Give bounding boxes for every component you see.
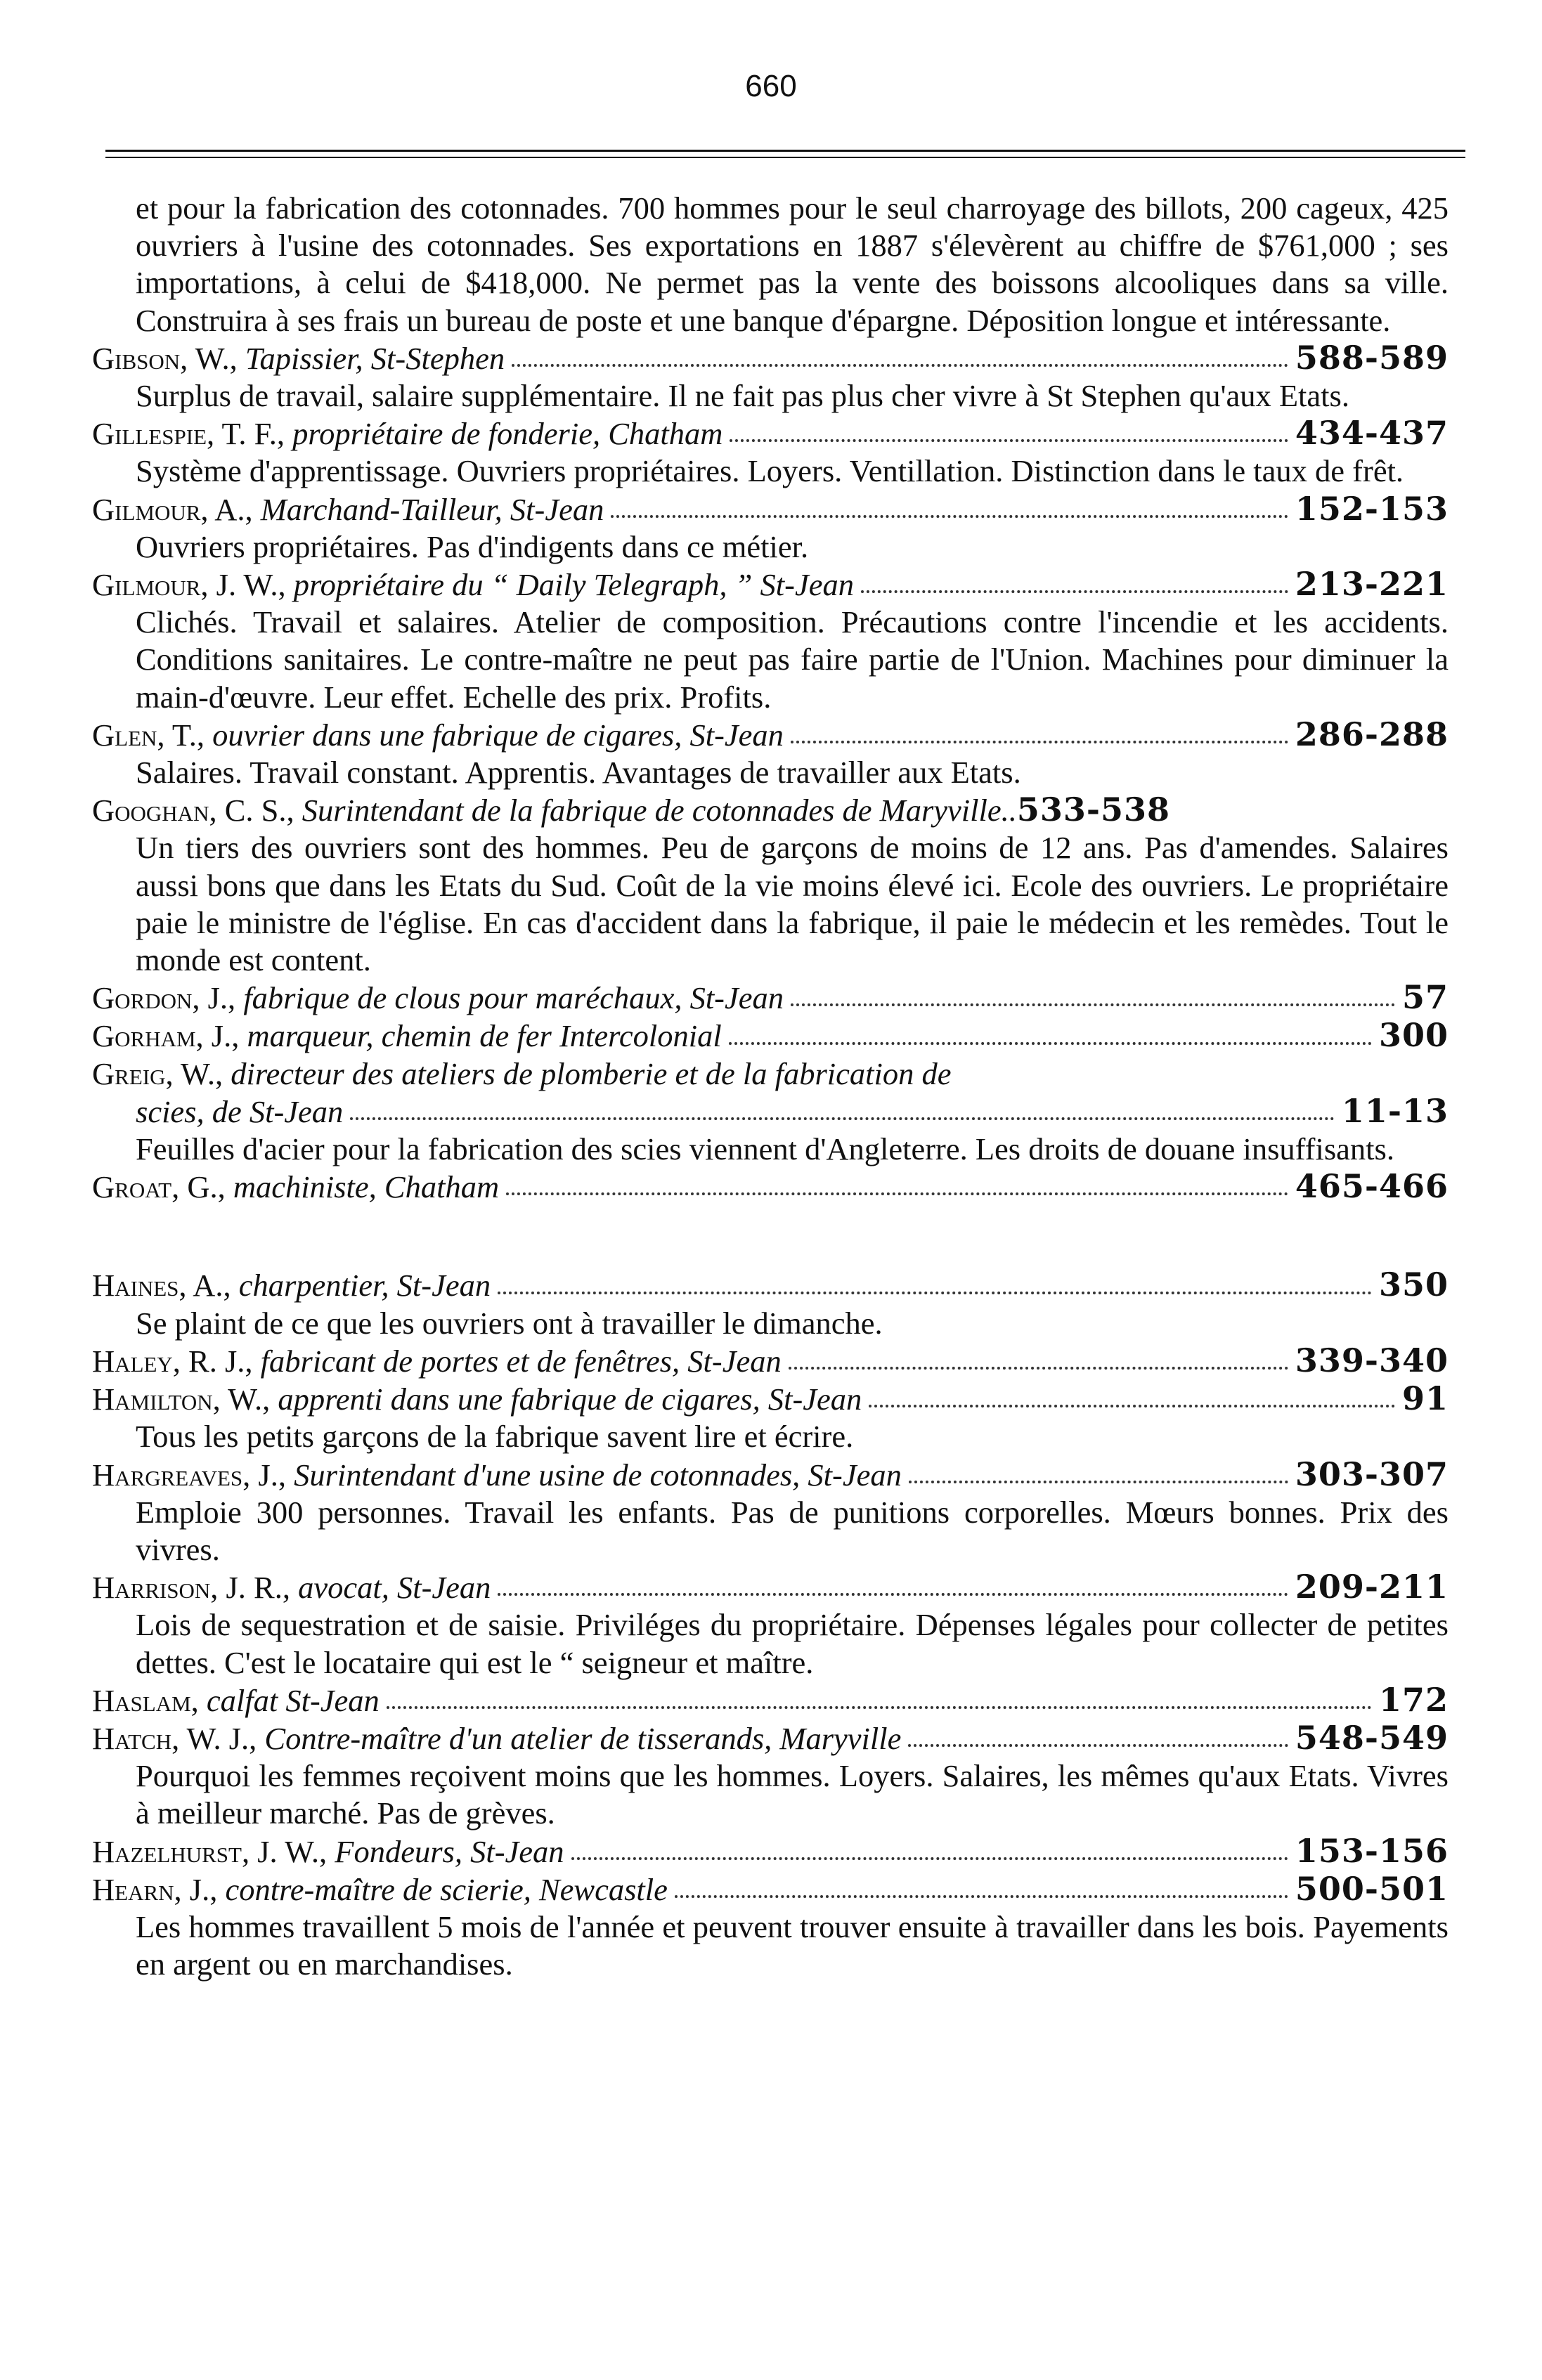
entry-description: Marchand-Tailleur, St-Jean	[260, 491, 604, 527]
leader-dots	[730, 439, 1288, 442]
index-entry	[92, 716, 1449, 791]
entry-heading	[92, 490, 1449, 528]
leader-dots	[498, 1593, 1288, 1596]
entry-pages: 209-211	[1295, 1568, 1449, 1606]
leader-dots	[350, 1117, 1335, 1120]
leader-dots	[789, 1367, 1288, 1370]
entry-name: Groat, G.,	[92, 1169, 226, 1205]
entry-heading	[92, 1682, 1449, 1719]
entry-pages: 588-589	[1295, 339, 1449, 377]
entry-heading	[92, 339, 1449, 377]
entry-name: Googhan, C. S.,	[92, 793, 294, 828]
leader-dots	[506, 1192, 1288, 1195]
leader-dots	[869, 1405, 1395, 1407]
index-entry	[92, 1833, 1449, 1871]
entry-heading	[92, 1168, 1449, 1206]
entry-description: marqueur, chemin de fer Intercolonial	[247, 1018, 722, 1054]
entry-description: machiniste, Chatham	[233, 1169, 500, 1205]
entry-description: ouvrier dans une fabrique de cigares, St-Jean	[212, 717, 784, 753]
index-entry	[92, 1168, 1449, 1206]
leader-dots	[512, 364, 1288, 367]
entry-heading	[92, 791, 1449, 829]
index-entry	[92, 339, 1449, 415]
index-entry	[92, 415, 1449, 490]
entry-pages: 213-221	[1295, 566, 1449, 604]
leader-dots	[571, 1857, 1288, 1860]
index-entry	[92, 1568, 1449, 1682]
entry-name: Gilmour, J. W.,	[92, 567, 286, 603]
entry-description: Surintendant d'une usine de cotonnades, St-Jean	[294, 1457, 902, 1493]
entry-description: Fondeurs, St-Jean	[335, 1833, 564, 1869]
entry-name: Greig, W.,	[92, 1055, 223, 1091]
entry-description: fabrique de clous pour maréchaux, St-Jean	[243, 980, 784, 1016]
index-entry	[92, 1342, 1449, 1380]
entry-pages: 153-156	[1295, 1832, 1449, 1870]
entry-name: Hargreaves, J.,	[92, 1457, 286, 1493]
index-entry	[92, 1055, 1449, 1169]
header-rule	[105, 150, 1465, 152]
entry-name: Hatch, W. J.,	[92, 1720, 257, 1756]
entry-description: fabricant de portes et de fenêtres, St-Jean	[260, 1343, 782, 1379]
entry-pages: 303-307	[1295, 1455, 1449, 1493]
entry-pages: 172	[1378, 1681, 1449, 1719]
entry-pages: 434-437	[1295, 415, 1449, 453]
entry-name: Haines, A.,	[92, 1268, 231, 1303]
section-gap	[92, 1206, 1449, 1266]
entry-description: directeur des ateliers de plomberie et de la fabrication de	[231, 1055, 952, 1091]
entry-name: Hamilton, W.,	[92, 1381, 271, 1417]
entry-text: Un tiers des ouvriers sont des hommes. Peu de garçons de moins de 12 ans. Pas d'amendes. Salaires aussi bons que dans les Etats du Sud. Coût de la vie moins élevé ici. Ecole des ouvriers. Le propriétaire paie le ministre de l'église. En cas d'accident dans la fabrique, il paie le médecin et les remèdes. Tout le monde est content.	[136, 830, 1449, 978]
continued-entry-text: et pour la fabrication des cotonnades. 700 hommes pour le seul charroyage des billots, 200 cageux, 425 ouvriers à l'usine des cotonnades. Ses exportations en 1887 s'élevèrent au chiffre de $761,000 ; ses importations, à celui de $418,000. Ne permet pas la vente des boissons alcooliques dans sa ville. Construira à ses frais un bureau de poste et une banque d'épargne. Déposition longue et intéressante.	[136, 190, 1449, 338]
entry-heading	[92, 1568, 1449, 1606]
entry-pages: 57	[1401, 979, 1449, 1017]
leader-dots	[729, 1042, 1372, 1045]
entry-pages: 533-538	[1016, 791, 1171, 829]
leader-dots	[498, 1292, 1372, 1294]
entry-name: Harrison, J. R.,	[92, 1570, 290, 1606]
index-entry	[92, 566, 1449, 716]
index-entry	[92, 490, 1449, 566]
entry-text: Pourquoi les femmes reçoivent moins que les hommes. Loyers. Salaires, les mêmes qu'aux Etats. Vivres à meilleur marché. Pas de grèves.	[136, 1758, 1449, 1831]
entry-description: charpentier, St-Jean	[238, 1268, 491, 1303]
entry-description: avocat, St-Jean	[298, 1570, 491, 1606]
entry-pages: 300	[1378, 1017, 1449, 1055]
leader-dots	[675, 1895, 1288, 1898]
leader-dots	[611, 515, 1288, 518]
entry-heading	[92, 1456, 1449, 1494]
entry-pages: 286-288	[1295, 715, 1449, 753]
entry-description: Surintendant de la fabrique de cotonnades de Maryville..	[302, 793, 1017, 828]
entry-heading	[92, 566, 1449, 604]
entry-name: Gillespie, T. F.,	[92, 416, 285, 452]
index-entry	[92, 791, 1449, 979]
entry-name: Hazelhurst, J. W.,	[92, 1833, 328, 1869]
entry-description: Tapissier, St-Stephen	[245, 340, 505, 376]
entry-text: Ouvriers propriétaires. Pas d'indigents dans ce métier.	[136, 528, 809, 564]
entry-text: Lois de sequestration et de saisie. Priviléges du propriétaire. Dépenses légales pour collecter de petites dettes. C'est le locataire qui est le “ seigneur et maître.	[136, 1607, 1449, 1680]
leader-dots	[387, 1706, 1372, 1709]
index-entry	[92, 979, 1449, 1017]
entry-text: Clichés. Travail et salaires. Atelier de composition. Précautions contre l'incendie et les accidents. Conditions sanitaires. Le contre-maître ne peut pas faire partie de l'Union. Machines pour diminuer la main-d'œuvre. Leur effet. Echelle des prix. Profits.	[136, 604, 1449, 715]
entry-name: Glen, T.,	[92, 717, 205, 753]
entry-description: apprenti dans une fabrique de cigares, St-Jean	[278, 1381, 862, 1417]
entry-pages: 91	[1401, 1380, 1449, 1418]
entry-heading	[92, 415, 1449, 453]
entry-heading-continued	[92, 1093, 1449, 1131]
entry-description: calfat St-Jean	[206, 1682, 380, 1718]
entry-description-continued: scies, de St-Jean	[136, 1093, 344, 1129]
entry-heading	[92, 1017, 1449, 1055]
entry-description: Contre-maître d'un atelier de tisserands, Maryville	[264, 1720, 902, 1756]
index-entry	[92, 1682, 1449, 1719]
entry-pages: 500-501	[1295, 1870, 1449, 1908]
entry-pages: 339-340	[1295, 1341, 1449, 1379]
index-entry	[92, 1456, 1449, 1569]
entry-text: Système d'apprentissage. Ouvriers propriétaires. Loyers. Ventillation. Distinction dans le taux de frêt.	[136, 453, 1404, 489]
leader-dots	[909, 1481, 1288, 1483]
entry-heading	[92, 1833, 1449, 1871]
entry-text: Se plaint de ce que les ouvriers ont à travailler le dimanche.	[136, 1305, 883, 1341]
index-column	[92, 190, 1449, 1983]
entry-heading	[92, 1380, 1449, 1418]
entry-pages: 152-153	[1295, 490, 1449, 528]
entry-pages: 350	[1378, 1266, 1449, 1304]
entry-text: Tous les petits garçons de la fabrique savent lire et écrire.	[136, 1419, 854, 1455]
entry-text: Salaires. Travail constant. Apprentis. Avantages de travailler aux Etats.	[136, 755, 1021, 791]
entry-heading	[92, 979, 1449, 1017]
index-entry	[92, 1871, 1449, 1984]
entry-text: Les hommes travaillent 5 mois de l'année et peuvent trouver ensuite à travailler dans les bois. Payements en argent ou en marchandises.	[136, 1908, 1449, 1982]
entry-heading	[92, 716, 1449, 754]
index-entry	[92, 1380, 1449, 1455]
entry-name: Haslam,	[92, 1682, 199, 1718]
entry-name: Gorham, J.,	[92, 1018, 240, 1054]
entry-description: propriétaire du “ Daily Telegraph, ” St-Jean	[293, 567, 854, 603]
leader-dots	[791, 741, 1288, 743]
entry-text: Feuilles d'acier pour la fabrication des scies viennent d'Angleterre. Les droits de douane insuffisants.	[136, 1131, 1394, 1167]
page-number: 660	[745, 69, 797, 103]
entry-name: Gordon, J.,	[92, 980, 236, 1016]
entry-heading	[92, 1871, 1449, 1908]
entry-name: Hearn, J.,	[92, 1871, 218, 1907]
entry-description: contre-maître de scierie, Newcastle	[225, 1871, 668, 1907]
entry-heading	[92, 1342, 1449, 1380]
index-entry	[92, 1017, 1449, 1055]
entry-text: Surplus de travail, salaire supplémentaire. Il ne fait pas plus cher vivre à St Stephen qu'aux Etats.	[136, 378, 1349, 414]
entry-name: Gilmour, A.,	[92, 491, 253, 527]
entry-pages: 465-466	[1295, 1168, 1449, 1206]
entry-text: Emploie 300 personnes. Travail les enfants. Pas de punitions corporelles. Mœurs bonnes. Prix des vivres.	[136, 1494, 1449, 1567]
leader-dots	[908, 1744, 1288, 1747]
entry-heading	[92, 1266, 1449, 1304]
entry-heading	[92, 1055, 1449, 1093]
entry-name: Haley, R. J.,	[92, 1343, 253, 1379]
leader-dots	[791, 1003, 1395, 1006]
entry-pages: 11-13	[1341, 1092, 1449, 1130]
leader-dots	[861, 590, 1288, 593]
index-entry	[92, 1266, 1449, 1341]
index-entry	[92, 1719, 1449, 1833]
entry-description: propriétaire de fonderie, Chatham	[292, 416, 723, 452]
header-rule-thin	[105, 157, 1465, 158]
entry-pages: 548-549	[1295, 1719, 1449, 1757]
entry-heading	[92, 1719, 1449, 1757]
entry-name: Gibson, W.,	[92, 340, 238, 376]
